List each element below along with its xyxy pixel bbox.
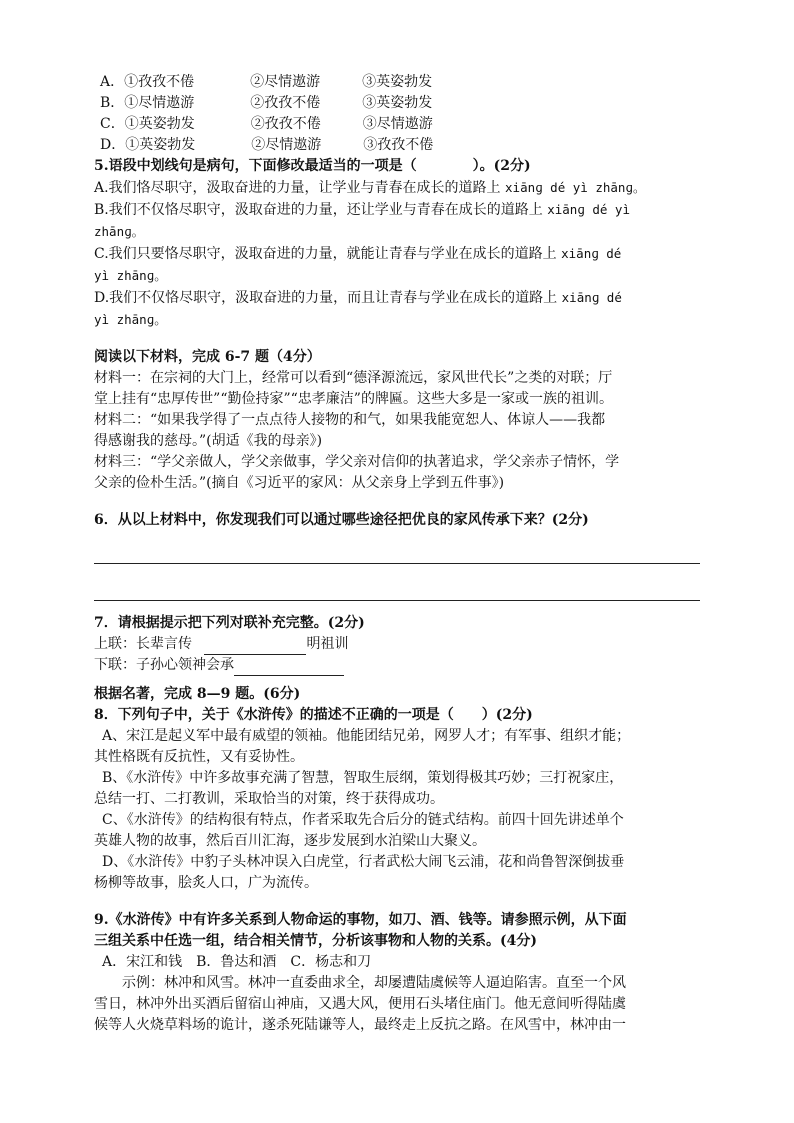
q4-options [94, 72, 700, 156]
material-3-line-2: 父亲的俭朴生活。”(摘自《习近平的家风：从父亲身上学到五件事》) [94, 475, 505, 491]
material-2-line-2: 得感谢我的慈母。”(胡适《我的母亲》) [94, 433, 323, 449]
q4-option-a [94, 72, 700, 93]
q4-option-d [94, 135, 700, 156]
couplet-upper-suffix: 明祖训 [306, 636, 349, 652]
q5-option-c [94, 243, 700, 265]
material-3-line-1: 材料三：“学父亲做人，学父亲做事，学父亲对信仰的执著追求，学父亲赤子情怀，学 [94, 454, 620, 470]
pinyin: zhānɡ。 [94, 224, 145, 239]
pinyin: xiānɡ dé yì zhānɡ。 [505, 180, 646, 195]
couplet-lower [94, 655, 700, 676]
q9 [94, 910, 700, 1036]
couplet-lower-prefix: 下联：子孙心领神会承 [94, 657, 234, 673]
material-1-line-1: 材料一：在宗祠的大门上，经常可以看到“德泽源流远，家风世代长”之类的对联；厅 [94, 370, 613, 386]
q9-option-b: B．鲁达和酒 [196, 954, 277, 970]
reading-section [94, 347, 700, 494]
q8-option-a-cont: 其性格既有反抗性，又有妥协性。 [94, 749, 304, 765]
option-text: C.我们只要恪尽职守，汲取奋进的力量，就能让青春与学业在成长的道路上 [94, 246, 557, 262]
q8-option-b-cont: 总结一打、二打教训，采取恰当的对策，终于获得成功。 [94, 791, 444, 807]
couplet-upper-prefix: 上联：长辈言传 [94, 636, 192, 652]
option-label: C． [100, 116, 125, 132]
q8-option-c-cont: 英雄人物的故事，然后百川汇海，逐步发展到水泊梁山大聚义。 [94, 833, 486, 849]
q9-option-c: C．杨志和刀 [290, 954, 372, 970]
novel-intro: 根据名著，完成 8—9 题。(6分) [94, 686, 301, 702]
pinyin: xiānɡ dé [561, 290, 622, 305]
q6 [94, 510, 700, 601]
q9-example-line-1: 示例：林冲和风雪。林冲一直委曲求全，却屡遭陆虞候等人逼迫陷害。直至一个风 [122, 975, 626, 991]
q8 [94, 684, 700, 894]
pinyin: yì zhānɡ。 [94, 268, 167, 283]
q9-example-line-3: 候等人火烧草料场的诡计，遂杀死陆谦等人，最终走上反抗之路。在风雪中，林冲由一 [94, 1017, 626, 1033]
q9-stem-1: 9.《水浒传》中有许多关系到人物命运的事物，如刀、酒、钱等。请参照示例，从下面 [94, 912, 627, 928]
q5-stem: 5.语段中划线句是病句，下面修改最适当的一项是（ ）。(2分) [94, 158, 531, 174]
couplet-lower-blank[interactable] [234, 659, 344, 676]
q9-option-a: A．宋江和钱 [102, 954, 183, 970]
pinyin: yì zhānɡ。 [94, 312, 167, 327]
q8-option-d: D、《水浒传》中豹子头林冲误入白虎堂，行者武松大闹飞云浦，花和尚鲁智深倒拔垂 [102, 854, 625, 870]
option-label: A． [100, 74, 125, 90]
option-item: ①英姿勃发 [125, 137, 196, 153]
q9-stem-2: 三组关系中任选一组，结合相关情节，分析该事物和人物的关系。(4分) [94, 933, 537, 949]
option-text: B.我们不仅恪尽职守，汲取奋进的力量，还让学业与青春在成长的道路上 [94, 202, 543, 218]
option-item: ①孜孜不倦 [124, 74, 195, 90]
option-item: ③尽情遨游 [362, 116, 433, 132]
option-item: ③孜孜不倦 [363, 137, 434, 153]
q4-option-b [94, 93, 700, 114]
q6-stem: 6．从以上材料中，你发现我们可以通过哪些途径把优良的家风传承下来？(2分) [94, 512, 589, 528]
q5-option-a [94, 177, 700, 199]
q5 [94, 156, 700, 331]
couplet-upper [94, 634, 700, 655]
pinyin: xiānɡ dé [561, 246, 622, 261]
pinyin: xiānɡ dé yì [547, 202, 630, 217]
material-1-line-2: 堂上挂有“忠厚传世”“勤俭持家”“忠孝廉洁”的牌匾。这些大多是一家或一族的祖训。 [94, 391, 613, 407]
option-label: D． [100, 137, 126, 153]
q5-option-c-cont [94, 265, 700, 287]
option-item: ②孜孜不倦 [250, 116, 321, 132]
q5-option-b-cont [94, 221, 700, 243]
exam-page [94, 72, 700, 1036]
option-item: ②尽情遨游 [250, 74, 321, 90]
q5-option-d-cont [94, 309, 700, 331]
q8-option-c: C、《水浒传》的结构很有特点，作者采取先合后分的链式结构。前四十回先讲述单个 [102, 812, 624, 828]
option-label: B． [100, 95, 125, 111]
option-text: D.我们不仅恪尽职守，汲取奋进的力量，而且让青春与学业在成长的道路上 [94, 290, 558, 306]
material-2-line-1: 材料二：“如果我学得了一点点待人接物的和气，如果我能宽恕人、体谅人——我都 [94, 412, 606, 428]
q8-option-a: A、宋江是起义军中最有威望的领袖。他能团结兄弟，网罗人才；有军事、组织才能； [102, 728, 631, 744]
q7-stem: 7．请根据提示把下列对联补充完整。(2分) [94, 615, 365, 631]
option-item: ②尽情遨游 [251, 137, 322, 153]
q9-example-line-2: 雪日，林冲外出买酒后留宿山神庙，又遇大风，便用石头堵住庙门。他无意间听得陆虞 [94, 996, 626, 1012]
option-item: ③英姿勃发 [362, 74, 433, 90]
q8-option-d-cont: 杨柳等故事，脍炙人口，广为流传。 [94, 875, 318, 891]
q5-option-d [94, 287, 700, 309]
reading-intro: 阅读以下材料，完成 6-7 题（4分） [94, 349, 321, 365]
couplet-upper-blank[interactable] [204, 638, 306, 655]
answer-line[interactable] [94, 580, 700, 601]
answer-line[interactable] [94, 543, 700, 564]
option-item: ③英姿勃发 [362, 95, 433, 111]
option-item: ①英姿勃发 [124, 116, 195, 132]
q5-option-b [94, 199, 700, 221]
option-item: ①尽情遨游 [124, 95, 195, 111]
q4-option-c [94, 114, 700, 135]
q9-options [94, 952, 700, 973]
q7 [94, 613, 700, 676]
option-item: ②孜孜不倦 [250, 95, 321, 111]
option-text: A.我们恪尽职守，汲取奋进的力量，让学业与青春在成长的道路上 [94, 180, 501, 196]
q8-option-b: B、《水浒传》中许多故事充满了智慧，智取生辰纲，策划得极其巧妙；三打祝家庄， [102, 770, 624, 786]
q8-stem: 8．下列句子中，关于《水浒传》的描述不正确的一项是（ ）(2分) [94, 707, 533, 723]
